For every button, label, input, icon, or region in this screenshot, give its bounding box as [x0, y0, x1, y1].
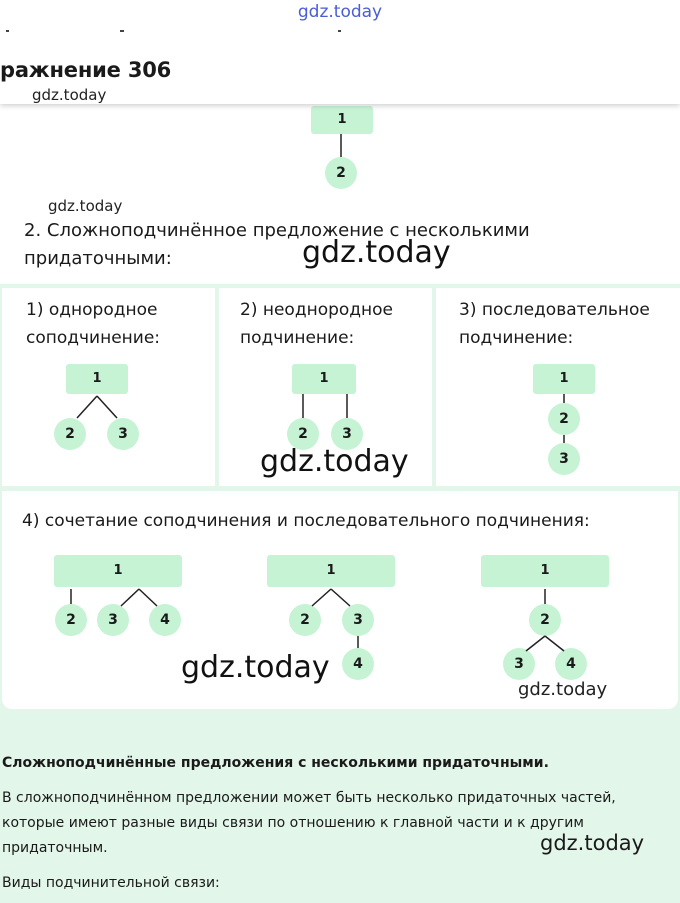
watermark: gdz.today [297, 2, 383, 22]
watermark: gdz.today [181, 650, 330, 685]
rules-paragraph-line1: В сложноподчинённом предложении может быть несколько придаточных частей, [2, 790, 616, 806]
node-sub: 3 [107, 418, 139, 450]
node-sub: 3 [342, 604, 374, 636]
page-title: ражнение 306 [0, 58, 172, 82]
node-sub: 2 [529, 604, 561, 636]
node-main: 1 [66, 364, 128, 394]
node-sub: 2 [54, 418, 86, 450]
node-sub: 4 [149, 604, 181, 636]
node-sub: 3 [548, 443, 580, 475]
watermark: gdz.today [518, 679, 608, 700]
types-label: Виды подчинительной связи: [2, 875, 220, 891]
watermark: gdz.today [260, 444, 409, 479]
page-header [0, 0, 680, 104]
watermark: gdz.today [540, 831, 645, 855]
panel2-line2: подчинение: [240, 328, 355, 348]
rules-paragraph-line3: придаточным. [2, 840, 108, 856]
rules-heading: Сложноподчинённые предложения с несколькими придаточными. [2, 755, 549, 771]
node-sub: 4 [342, 648, 374, 680]
node-sub: 2 [289, 604, 321, 636]
section2-heading-line1: 2. Сложноподчинённое предложение с несколькими [24, 220, 530, 241]
panel-combined-label: 4) сочетание соподчинения и последовательного подчинения: [22, 511, 590, 531]
node-main: 1 [481, 555, 609, 587]
node-sub: 3 [97, 604, 129, 636]
node-main: 1 [311, 106, 373, 134]
node-sub: 2 [548, 403, 580, 435]
panel3-line1: 3) последовательное [459, 300, 650, 320]
node-main: 1 [54, 555, 182, 587]
watermark: gdz.today [302, 235, 451, 270]
node-sub: 2 [287, 418, 319, 450]
watermark: gdz.today [32, 86, 107, 104]
node-sub: 4 [555, 648, 587, 680]
node-sub: 3 [503, 648, 535, 680]
node-sub: 2 [55, 604, 87, 636]
node-sub: 2 [325, 157, 357, 189]
node-main: 1 [533, 364, 595, 394]
panel2-line1: 2) неоднородное [240, 300, 394, 320]
node-main: 1 [267, 555, 395, 587]
node-main: 1 [292, 364, 356, 394]
node-sub: 3 [331, 418, 363, 450]
panel3-line2: подчинение: [459, 328, 574, 348]
rules-paragraph [2, 786, 616, 861]
rules-paragraph-line2: которые имеют разные виды связи по отношению к главной части и к другим [2, 815, 584, 831]
panel1-line1: 1) однородное [26, 300, 158, 320]
cropped-text-line [0, 24, 360, 38]
panel1-line2: соподчинение: [26, 328, 161, 348]
watermark: gdz.today [48, 197, 123, 215]
section2-heading-line2: придаточными: [24, 248, 172, 269]
